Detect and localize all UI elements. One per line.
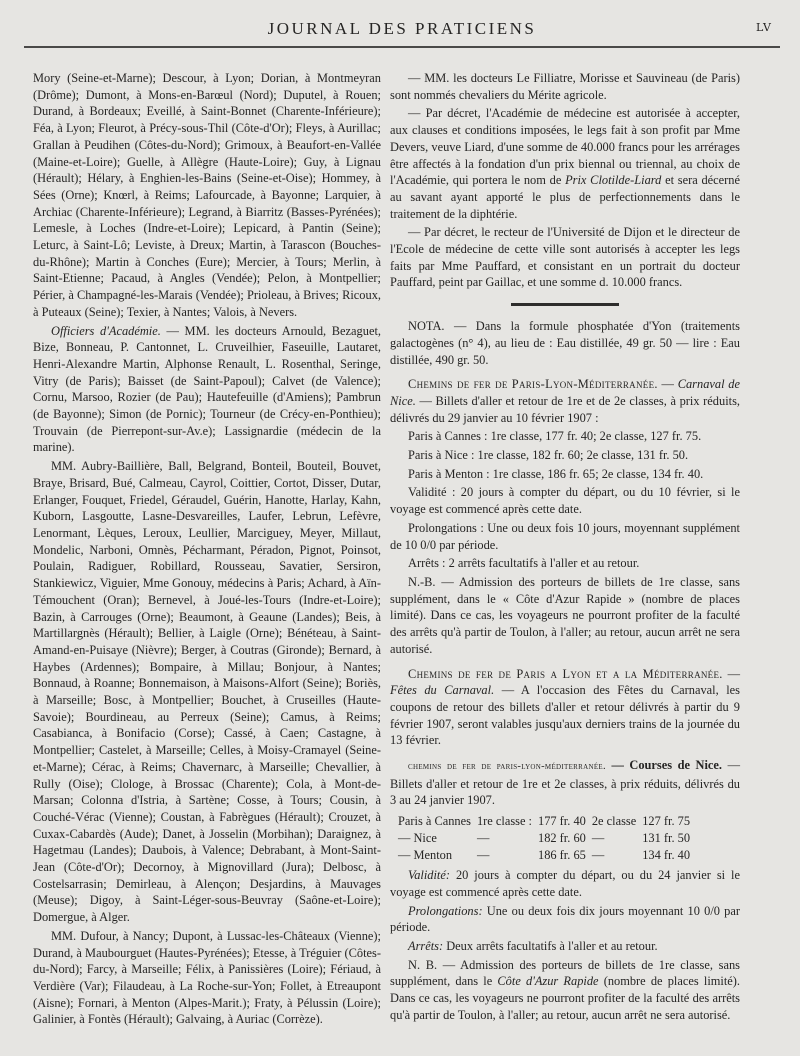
running-header <box>24 15 780 41</box>
table-cell: — <box>476 847 490 862</box>
rail-courses-paragraph <box>390 757 740 809</box>
rail-fetes-text: — A l'occasion des Fêtes du Carnaval, les coupons de retour des billets d'aller et retour délivrés à partir du 9 février 1907, seront valables jusqu'aux derniers trains de la journée du 13 février. <box>390 683 740 748</box>
rail-event-title: — Courses de Nice. <box>611 758 723 773</box>
rail-company-heading: Chemins de fer de Paris-Lyon-Méditerranée. <box>408 377 658 392</box>
table-cell: 182 fr. 60 <box>538 830 586 845</box>
honors-list-paragraph: Mory (Seine-et-Marne); Descour, à Lyon; Dorian, à Montmeyran (Drôme); Dumont, à Mons-en-Barœul (Nord); Duputel, à Rouen; Durand, à Bordeaux; Eveillé, à Saint-Bonnet (Charente-Inférieure); Féa, à Lyon; Fleurot, à Précy-sous-Thil (Côte-d'Or); Fleys, à Aurillac; Grallan à Peudihen (Côtes-du-Nord); Grimoux, à Beaufort-en-Vallée (Maine-et-Loire); Guelle, à Allègre (Haute-Loire); Guy, à Lignau (Hérault); Hélary, à Enghien-les-Bains (Seine-et-Oise); Hommey, à Sées (Orne); Knœrl, à Reims; Lafourcade, à Bayonne; Larquier, à Archiac (Charente-Inférieure); Legrand, à Biarritz (Basses-Pyrénées); Lemesle, à Loches (Indre-et-Loire); Lepicard, à Pantin (Seine); Leturc, à Saint-Lô; Leviste, à Dreux; Martin, à Tarascon (Bouches-du-Rhône); Martin à Conches (Eure); Mercier, à Tours; Merlin, à Saint-Etienne; Pacaud, à Angles (Vendée); Pelon, à Montpellier; Périer, à Champagné-les-Marais (Vendée); Prioleau, à Brives; Ricoux, à Puteaux (Seine); Texier, à Nantes; Valois, à Nevers. <box>33 71 381 319</box>
table-cell: 1re classe : <box>476 814 532 829</box>
validity-paragraph: Validité : 20 jours à compter du départ, ou du 10 février, si le voyage est commencé après cette date. <box>390 485 740 517</box>
train-name: Côte d'Azur Rapide <box>497 974 599 989</box>
validity-paragraph <box>390 867 740 900</box>
academie-legs-text-end: et sera décerné au savant ayant apporté le plus de perfectionnements dans le traitement de la diphtérie. <box>390 173 740 221</box>
dijon-legs-paragraph: — Par décret, le recteur de l'Université de Dijon et le directeur de l'Ecole de médecine de cette ville sont autorisés à accepter les legs faits par Mme Pauffard, et consistant en un portrait du docteur Pauffard, peint par Gaillac, et une somme d. 10.000 francs. <box>390 225 740 290</box>
officiers-label: Officiers d'Académie. <box>51 323 161 338</box>
table-cell: 177 fr. 40 <box>538 814 586 829</box>
table-cell: — Menton <box>398 847 453 862</box>
prize-name: Prix Clotilde-Liard <box>565 173 662 188</box>
header-rule <box>24 46 780 48</box>
nota-paragraph: NOTA. — Dans la formule phosphatée d'Yon (traitements galactogènes (n° 4), au lieu de : Eau distillée, 49 gr. 50 — lire : Eau distillée, 490 gr. 50. <box>390 319 740 367</box>
rail-event-title: Fêtes du Carnaval. <box>390 683 495 698</box>
academie-legs-text: — Par décret, l'Académie de médecine est autorisée à accepter, aux clauses et conditions imposées, le legs fait à son profit par Mme Devers, veuve Liard, d'une somme de 40.000 francs pour les arrérages être affectés à la fondation d'un prix biennal ou triennal, au choix de l'Académie, qui portera le nom de <box>390 106 740 188</box>
table-cell: — <box>591 847 605 862</box>
prolongation-text: Une ou deux fois dix jours moyennant 10 0/0 par période. <box>390 903 740 935</box>
rail-courses-text: — Billets d'aller et retour de 1re et 2e classes, à prix réduits, délivrés du 3 au 24 janvier 1907. <box>390 758 740 808</box>
right-column <box>390 70 740 1026</box>
validity-label: Validité: <box>408 868 450 883</box>
validity-text: 20 jours à compter du départ, ou du 24 janvier si le voyage est commencé après cette date. <box>390 868 740 899</box>
table-cell: 186 fr. 65 <box>538 847 586 862</box>
prolongation-paragraph <box>390 903 740 936</box>
nb-text-end: (nombre de places limité). Dans ce cas, les voyageurs ne pourront profiter de la faculté des arrêts qu'à partir de Toulon, à l'aller; au retour, aucun arrêt ne sera autorisé. <box>390 974 741 1022</box>
table-cell: 127 fr. 75 <box>642 814 691 829</box>
table-cell: — <box>476 830 490 845</box>
fares-table <box>398 813 696 863</box>
section-separator <box>511 303 619 306</box>
table-cell: — Nice <box>398 830 437 845</box>
prolongation-paragraph: Prolongations : Une ou deux fois 10 jours, moyennant supplément de 10 0/0 par période. <box>390 520 740 552</box>
rail-company-heading: chemins de fer de paris-lyon-méditerranée. <box>408 761 606 773</box>
table-row <box>398 830 696 847</box>
stops-paragraph <box>390 938 740 955</box>
journal-title: JOURNAL DES PRATICIENS <box>267 19 537 38</box>
prolongation-label: Prolongations: <box>408 903 483 918</box>
table-row <box>398 847 696 864</box>
fare-line: Paris à Menton : 1re classe, 186 fr. 65; 2e classe, 134 fr. 40. <box>408 466 704 481</box>
table-cell: — <box>591 830 605 845</box>
officiers-text: — MM. les docteurs Arnould, Bezaguet, Bize, Bonneau, P. Cantonnet, L. Cruveilhier, Faseuille, Lautaret, Henri-Alexandre Martin, Alphonse Renault, L. Rosenthal, Seringe, Vitry (de Paris); Baisset (de Saint-Papoul); Calvet (de Valence); Cornu, Marsoo, Rozier (de Pau); Hautefeuille (d'Amiens); Pambrun (de Bayonne); Simon (de Pornic); Tourneur (de Crécy-en-Ponthieu); Trouvain (de Pierrepont-sur-Av.e); Lassignardie (médecin de la marine). <box>33 323 381 455</box>
nb-paragraph <box>390 957 740 1024</box>
officiers-academie-paragraph <box>33 323 381 457</box>
nb-text: N. B. — Admission des porteurs de billets de 1re classe, sans supplément, dans le <box>390 957 740 989</box>
table-cell: 134 fr. 40 <box>642 847 691 862</box>
rail-carnaval-text: — Billets d'aller et retour de 1re et de 2e classes, à prix réduits, délivrés du 29 janvier au 10 février 1907 : <box>390 393 740 425</box>
table-cell: 131 fr. 50 <box>642 830 691 845</box>
rail-company-heading: Chemins de fer de Paris a Lyon et a la Méditerranée. <box>408 666 723 681</box>
page-number: LV <box>756 21 772 34</box>
paris-doctors-paragraph: MM. Aubry-Baillière, Ball, Belgrand, Bonteil, Bouteil, Bouvet, Braye, Brisard, Bué, Calmeau, Cayrol, Coittier, Cortot, Disser, Dutar, Erlanger, Fouquet, Friedel, Géraudel, Guérin, Hanotte, Harlay, Kahn, Kuborn, Lasgoutte, Lasne-Desvareilles, Laufer, Lebrun, Lefèvre, Lenormant, Lèques, Leroux, Leullier, Marciguey, Meyer, Millaut, Mondelic, Narboni, Omnès, Pécharmant, Péradon, Pignot, Poinsot, Poulain, Radiguer, Robillard, Rousseau, Savatier, Sersiron, Stankiewicz, Viguier, Mme Gonouy, médecins à Paris; Achard, à Aïn-Témouchent (Oran); Bernevel, à Joué-les-Tours (Indre-et-Loire); Bazin, à Carrouges (Orne); Beaumont, à Geaune (Landes); Beis, à Martillargnès (Hérault); Bellier, à Laigle (Orne); Bénéteau, à Saint-Amand-en-Puisaye (Nièvre); Berger, à Coutras (Gironde); Bernard, à Haybes (Ardennes); Bompaire, à Millau; Bonjour, à Nantes; Bonnaud, à Roanne; Bonnemaison, à Maisons-Alfort (Seine); Boriès, à Marseille; Bosc, à Montpellier; Bouchet, à Cruseilles (Haute-Savoie); Bourdineau, au Perreux (Seine); Camus, à Reims; Casabianca, à Bonifacio (Corse); Cassé, à Caen; Castagne, à Montpellier; Castelet, à Marseille; Celles, à Moisy-Cramayel (Seine-et-Marne); Cérac, à Reims; Chavernarc, à Marseille; Chevallier, à Rully (Oise); Clologe, à Brossac (Charente); Cola, à Mont-de-Marsan; Colonna d'Istria, à Sartène; Cosse, à Tours; Cousin, à Couché-Vérac (Vienne); Coustan, à Fabrègues (Hérault); Crouzet, à Cuxax-Cabardès (Aude); Danet, à Josselin (Morbihan); Daraignez, à Hagetmau (Landes); Daubois, à Valence; Debrabant, à Mont-Saint-Jean (Côte-d'Or); Decornoy, à Mignovillard (Jura); Delbosc, à Costelsarrasin; Demirleau, à Alençon; Desjardins, à Mauvages (Meuse); Digoy, à Saint-Léger-sous-Beuvray (Saône-et-Loire); Domergue, à Alger. <box>33 459 381 925</box>
table-cell: 2e classe <box>591 814 637 829</box>
left-column <box>33 70 381 1030</box>
province-doctors-paragraph: MM. Dufour, à Nancy; Dupont, à Lussac-les-Châteaux (Vienne); Durand, à Maubourguet (Hautes-Pyrénées); Etesse, à Tréguier (Côtes-du-Nord); Farcy, à Marseille; Félix, à Panissières (Loire); Fériaud, à Verdière (Var); Filaudeau, à La Roche-sur-Yon; Follet, à Etreaupont (Aisne); Fornari, à Menton (Alpes-Marit.); Fraty, à Pélussin (Loire); Galinier, à Fontès (Hérault); Galvaing, à Auriac (Corrèze). <box>33 928 381 1027</box>
stops-label: Arrêts: <box>408 939 444 954</box>
fare-line: Paris à Cannes : 1re classe, 177 fr. 40; 2e classe, 127 fr. 75. <box>408 429 702 444</box>
rail-carnaval-paragraph: Chemins de fer de Paris-Lyon-Méditerranée. — Carnaval de Nice. — Billets d'aller et retour de 1re et de 2e classes, à prix réduits, délivrés du 29 janvier au 10 février 1907 : <box>390 377 740 425</box>
rail-fetes-paragraph: Chemins de fer de Paris a Lyon et a la Méditerranée. — Fêtes du Carnaval. — A l'occasion des Fêtes du Carnaval, les coupons de retour des billets d'aller et retour délivrés à partir du 9 février 1907, seront valables jusqu'aux derniers trains de la journée du 13 février. <box>390 666 740 748</box>
stops-paragraph: Arrêts : 2 arrêts facultatifs à l'aller et au retour. <box>408 556 640 571</box>
table-row <box>398 813 696 830</box>
academie-legs-paragraph <box>390 105 740 222</box>
nb-paragraph: N.-B. — Admission des porteurs de billets de 1re classe, sans supplément, dans le « Côte d'Azur Rapide » (nombre de places limité). Dans ce cas, les voyageurs ne pourront profiter de la faculté des arrêts qu'à partir de Toulon, à l'aller; au retour, aucun arrêt ne sera autorisé. <box>390 574 740 656</box>
table-cell: Paris à Cannes <box>398 814 471 829</box>
fare-line: Paris à Nice : 1re classe, 182 fr. 60; 2e classe, 131 fr. 50. <box>408 448 689 463</box>
stops-text: Deux arrêts facultatifs à l'aller et au retour. <box>443 939 658 954</box>
merite-agricole-paragraph: — MM. les docteurs Le Filliatre, Morisse et Sauvineau (de Paris) sont nommés chevaliers du Mérite agricole. <box>390 71 740 102</box>
rail-event-title: Carnaval de Nice. <box>390 377 740 408</box>
